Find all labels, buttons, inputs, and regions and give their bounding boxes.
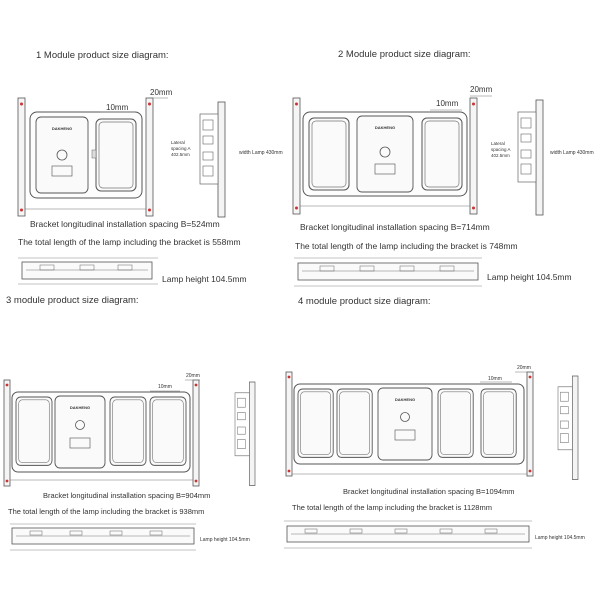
diagram-2-lateral-1: Lateral [491,141,505,146]
diagram-2-brand: DAKHENG [374,125,396,130]
diagram-2-module-1 [309,118,349,190]
diagram-4-total-length: The total length of the lamp including the bracket is 1128mm [292,503,492,512]
diagram-1-title: 1 Module product size diagram: [36,50,169,61]
diagram-1-width: width Lamp 430mm [239,150,283,156]
diagram-4-dim-10: 10mm [488,376,502,382]
diagram-3 [4,295,255,550]
diagram-3-side-view [235,382,255,486]
diagram-4 [284,296,585,548]
diagram-2-dim-10: 10mm [436,99,459,108]
diagram-1-dim-20: 20mm [150,88,173,97]
diagram-4-right-bracket [527,372,533,476]
diagram-3-height-view [10,524,196,550]
diagram-4-module-3 [438,389,473,457]
diagram-4-module-4 [481,389,516,457]
diagram-2-height: Lamp height 104.5mm [487,272,572,282]
diagram-3-dim-20: 20mm [186,373,200,379]
diagram-4-module-1 [298,389,333,457]
diagram-2-lateral-3: 402.5mm [491,153,510,158]
diagram-2-title: 2 Module product size diagram: [338,49,471,60]
diagram-3-module-1 [16,397,52,465]
diagram-2-dim-20: 20mm [470,85,493,94]
diagram-2-left-bracket [293,98,300,214]
diagram-3-module-2 [110,397,146,465]
diagram-4-height: Lamp height 104.5mm [535,535,585,541]
diagram-2-width: width Lamp 430mm [550,150,594,156]
diagram-4-side-view [558,376,578,480]
diagram-3-dim-10: 10mm [158,384,172,390]
diagram-2 [293,49,594,286]
diagram-2-lateral-2: spacing A [491,147,511,152]
diagram-1-side-view [200,102,225,217]
diagram-3-right-bracket [193,380,199,486]
diagram-4-brand: DAKHENG [394,397,416,402]
diagram-2-height-view [294,258,482,286]
diagram-4-dim-20: 20mm [517,365,531,371]
diagram-3-bracket-spacing: Bracket longitudinal installation spacing B=904mm [43,491,211,500]
diagram-1-right-bracket [146,98,153,216]
diagram-4-bracket-spacing: Bracket longitudinal installation spacing B=1094mm [343,487,515,496]
diagram-4-module-2 [337,389,372,457]
diagram-3-module-3 [150,397,186,465]
diagram-4-left-bracket [286,372,292,476]
diagram-1-height-view [18,258,158,284]
diagram-1-module [96,119,136,191]
diagram-1-lateral-3: 402.5mm [171,152,190,157]
diagram-1-total-length: The total length of the lamp including the bracket is 558mm [18,237,241,247]
diagram-1-lateral-2: spacing A [171,146,191,151]
diagram-1-height: Lamp height 104.5mm [162,274,247,284]
diagram-2-bracket-spacing: Bracket longitudinal installation spacing B=714mm [300,222,490,232]
diagram-3-left-bracket [4,380,10,486]
diagram-4-title: 4 module product size diagram: [298,296,431,307]
diagram-2-side-view [518,100,543,215]
diagram-3-title: 3 module product size diagram: [6,295,139,306]
diagram-3-total-length: The total length of the lamp including the bracket is 938mm [8,507,205,516]
diagram-1-brand: DAKHENG [51,126,73,131]
diagram-4-height-view [284,521,532,548]
diagram-3-brand: DAKHENG [69,405,91,410]
diagram-2-right-bracket [470,98,477,214]
diagram-2-module-2 [422,118,462,190]
diagram-1-left-bracket [18,98,25,216]
diagram-1-dim-10: 10mm [106,103,129,112]
diagram-2-total-length: The total length of the lamp including the bracket is 748mm [295,241,518,251]
diagram-1 [18,50,283,284]
diagram-1-bracket-spacing: Bracket longitudinal installation spacing B=524mm [30,219,220,229]
diagram-1-lateral-1: Lateral [171,140,185,145]
diagram-3-height: Lamp height 104.5mm [200,537,250,543]
